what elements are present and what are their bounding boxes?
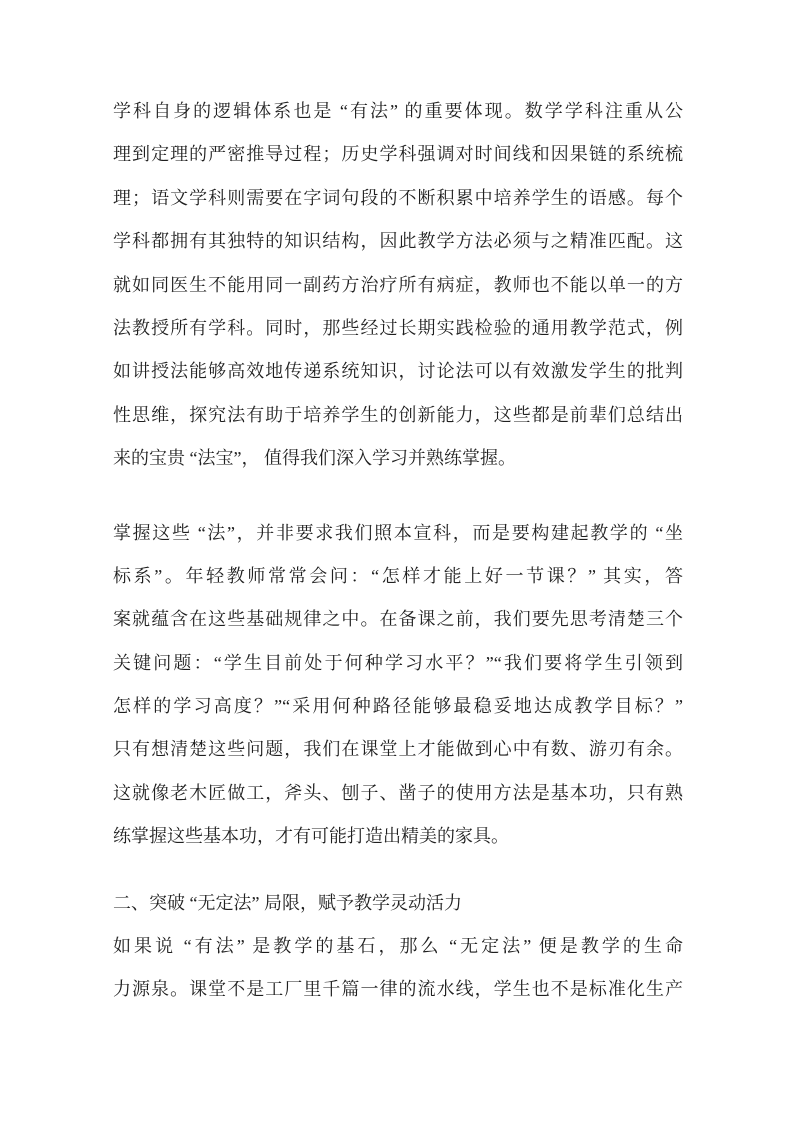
paragraph [113, 90, 683, 481]
text-line: 这就像老木匠做工，斧头、刨子、凿子的使用方法是基本功，只有熟 [113, 782, 683, 803]
text-block [113, 90, 683, 1012]
text-line: 标系”。年轻教师常常会问：“怎样才能上好一节课？” 其实，答 [113, 565, 683, 586]
text-line: 如讲授法能够高效地传递系统知识，讨论法可以有效激发学生的批判 [113, 361, 683, 382]
text-line: 理；语文学科则需要在字词句段的不断积累中培养学生的语感。每个 [113, 187, 683, 208]
text-line: 案就蕴含在这些基础规律之中。在备课之前，我们要先思考清楚三个 [113, 609, 683, 630]
paragraph [113, 512, 683, 859]
section-heading [113, 882, 683, 925]
text-line: 练掌握这些基本功，才有可能打造出精美的家具。 [113, 826, 509, 847]
text-line: 关键问题：“学生目前处于何种学习水平？”“我们要将学生引领到 [113, 652, 683, 673]
text-line: 法教授所有学科。同时，那些经过长期实践检验的通用教学范式，例 [113, 317, 683, 338]
text-line: 只有想清楚这些问题，我们在课堂上才能做到心中有数、游刃有余。 [113, 739, 683, 760]
text-line: 如果说 “有法” 是教学的基石，那么 “无定法” 便是教学的生命 [113, 936, 683, 957]
text-line: 来的宝贵 “法宝”， 值得我们深入学习并熟练掌握。 [113, 448, 516, 469]
text-line: 学科自身的逻辑体系也是 “有法” 的重要体现。数学学科注重从公 [113, 101, 683, 121]
text-line: 力源泉。课堂不是工厂里千篇一律的流水线，学生也不是标准化生产 [113, 979, 683, 1000]
paragraph [113, 925, 683, 1012]
text-line: 学科都拥有其独特的知识结构，因此教学方法必须与之精准匹配。这 [113, 231, 683, 252]
heading-line: 二、突破 “无定法” 局限，赋予教学灵动活力 [113, 892, 462, 913]
text-line: 性思维，探究法有助于培养学生的创新能力，这些都是前辈们总结出 [113, 404, 683, 425]
text-line: 掌握这些 “法”，并非要求我们照本宣科，而是要构建起教学的 “坐 [113, 522, 683, 543]
text-line: 理到定理的严密推导过程；历史学科强调对时间线和因果链的系统梳 [113, 144, 683, 165]
text-line: 就如同医生不能用同一副药方治疗所有病症，教师也不能以单一的方 [113, 274, 683, 295]
text-line: 怎样的学习高度？”“采用何种路径能够最稳妥地达成教学目标？” [113, 696, 683, 717]
